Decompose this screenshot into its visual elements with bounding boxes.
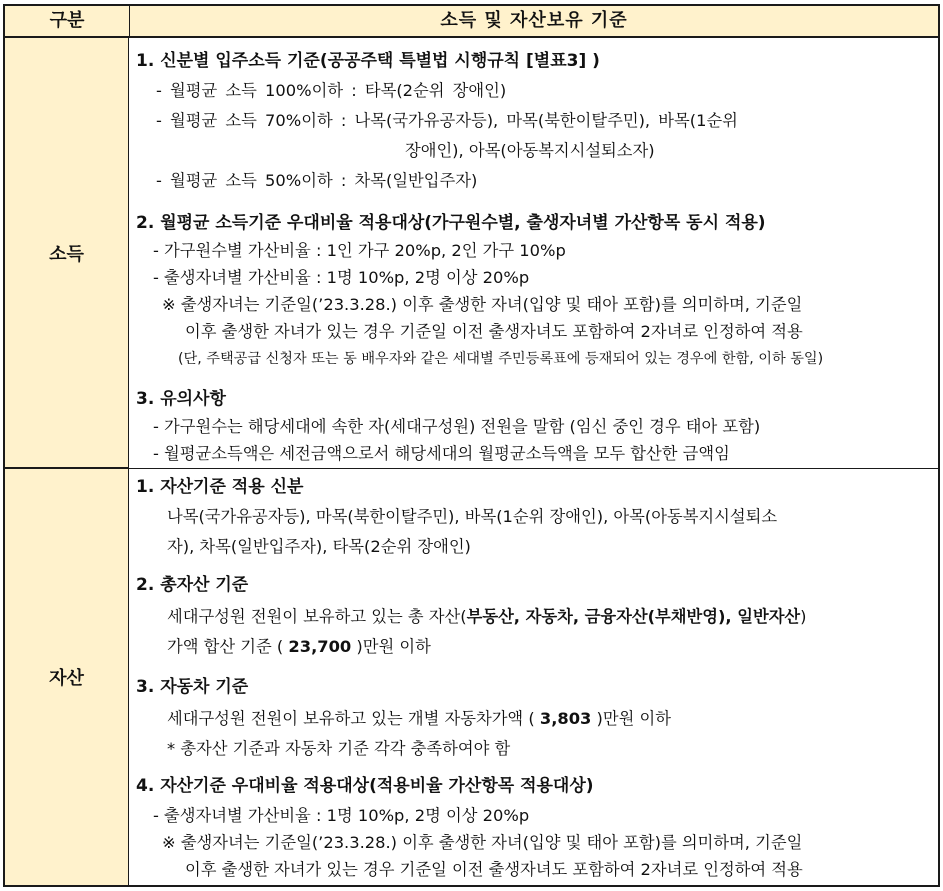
total-asset-limit: 23,700 [288,637,352,656]
asset-s2-title: 2. 총자산 기준 [136,575,249,595]
asset-s4-line1: - 출생자녀별 가산비율 : 1명 10%p, 2명 이상 20%p [153,806,530,825]
income-s3-title: 3. 유의사항 [136,389,226,409]
asset-s3-title: 3. 자동차 기준 [136,677,249,697]
asset-s2-line2 [167,635,431,659]
income-s1-line2: - 월평균 소득 70%이하 : 나목(국가유공자등), 마목(북한이탈주민), 바목(1순위 [156,111,738,130]
income-s1-title: 1. 신분별 입주소득 기준(공공주택 특별법 시행규칙 [별표3] ) [136,51,600,71]
asset-s4-note1: ※ 출생자녀는 기준일(’23.3.28.) 이후 출생한 자녀(입양 및 태아 포함)를 의미하며, 기준일 [162,833,803,852]
asset-s1-line2: 자), 차목(일반입주자), 타목(2순위 장애인) [167,537,471,556]
asset-s3-line1-pre: 세대구성원 전원이 보유하고 있는 개별 자동차가액 ( [167,709,540,728]
income-s1-line4: - 월평균 소득 50%이하 : 차목(일반입주자) [156,171,478,190]
header-criteria: 소득 및 자산보유 기준 [440,10,628,31]
income-s2-note1: ※ 출생자녀는 기준일(’23.3.28.) 이후 출생한 자녀(입양 및 태아 포함)를 의미하며, 기준일 [162,295,803,314]
asset-s3-line1 [167,707,671,731]
income-s2-line2: - 출생자녀별 가산비율 : 1명 10%p, 2명 이상 20%p [153,268,530,287]
income-s2-note2: 이후 출생한 자녀가 있는 경우 기준일 이전 출생자녀도 포함하여 2자녀로 인정하여 적용 [185,322,803,341]
asset-s1-title: 1. 자산기준 적용 신분 [136,477,304,497]
income-s3-line2: - 월평균소득액은 세전금액으로서 해당세대의 월평균소득액을 모두 합산한 금액임 [153,444,730,463]
asset-s3-note: * 총자산 기준과 자동차 기준 각각 충족하여야 함 [167,739,511,758]
income-s2-title: 2. 월평균 소득기준 우대비율 적용대상(가구원수별, 출생자녀별 가산항목 동시 적용) [136,213,766,233]
asset-s1-line1: 나목(국가유공자등), 마목(북한이탈주민), 바목(1순위 장애인), 아목(아동복지시설퇴소 [167,507,778,526]
income-s1-line1: - 월평균 소득 100%이하 : 타목(2순위 장애인) [156,81,507,100]
asset-types: 부동산, 자동차, 금융자산(부채반영), 일반자산 [466,607,801,626]
asset-s2-line1 [167,605,807,629]
asset-s2-line1-close: ) [800,607,807,626]
asset-content [136,6,936,886]
asset-s3-line1-post: )만원 이하 [591,709,671,728]
criteria-table [3,4,940,887]
asset-s4-note2: 이후 출생한 자녀가 있는 경우 기준일 이전 출생자녀도 포함하여 2자녀로 인정하여 적용 [185,860,803,879]
asset-s2-line2-pre: 가액 합산 기준 ( [167,637,289,656]
income-s1-line3: 장애인), 아목(아동복지시설퇴소자) [405,141,655,160]
asset-label: 자산 [5,469,129,885]
asset-s4-title: 4. 자산기준 우대비율 적용대상(적용비율 가산항목 적용대상) [136,776,594,796]
car-value-limit: 3,803 [539,709,592,728]
income-label: 소득 [5,38,129,468]
header-category: 구분 [5,6,130,36]
income-s2-note3: (단, 주택공급 신청자 또는 동 배우자와 같은 세대별 주민등록표에 등재되어 있는 경우에 한함, 이하 동일) [178,351,824,367]
income-s3-line1: - 가구원수는 해당세대에 속한 자(세대구성원) 전원을 말함 (임신 중인 경우 태아 포함) [153,417,761,436]
asset-s2-line2-post: )만원 이하 [351,637,431,656]
income-s2-line1: - 가구원수별 가산비율 : 1인 가구 20%p, 2인 가구 10%p [153,241,566,260]
asset-s2-line1-text: 세대구성원 전원이 보유하고 있는 총 자산( [167,607,467,626]
